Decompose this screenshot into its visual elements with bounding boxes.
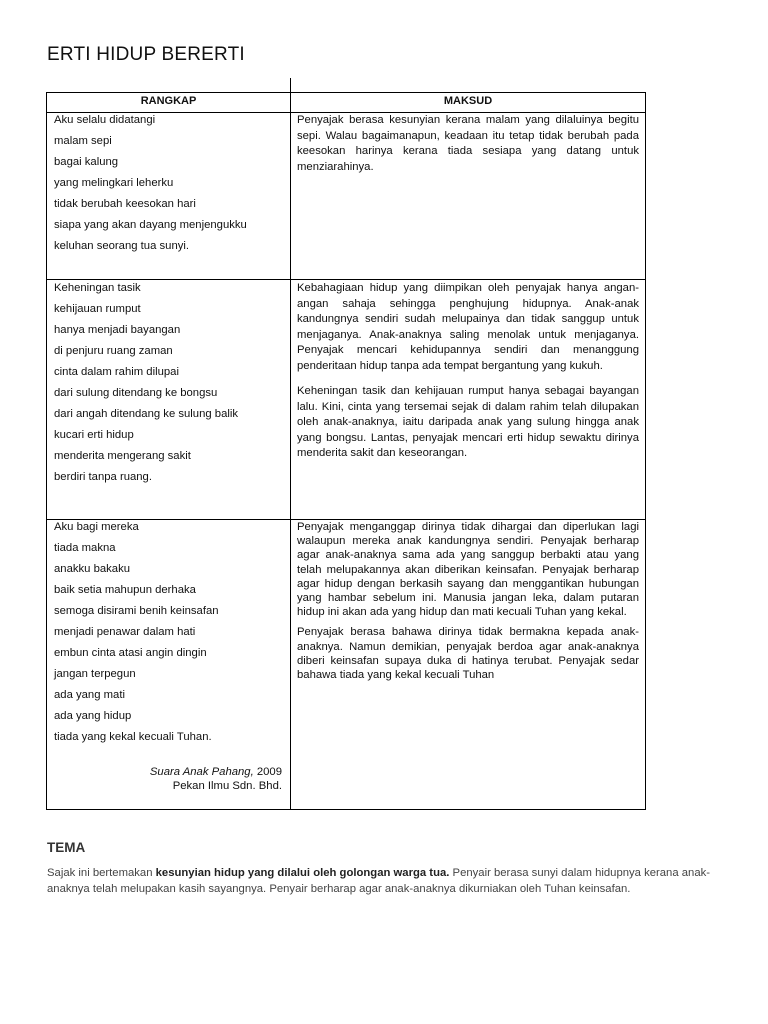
stanza-cell (47, 520, 291, 810)
source-publisher: Pekan Ilmu Sdn. Bhd. (172, 780, 282, 792)
stanza-line: menderita mengerang sakit (54, 450, 191, 462)
tema-paragraph (47, 866, 747, 897)
stanza-line: Aku selalu didatangi (54, 114, 156, 126)
stanza-line: bagai kalung (54, 156, 119, 168)
header-maksud: MAKSUD (291, 93, 646, 113)
stanza-line: Aku bagi mereka (54, 521, 139, 533)
meaning-paragraph: Penyajak berasa bahawa dirinya tidak bermakna kepada anak-anaknya. Namun demikian, penyajak berdoa agar anak-anaknya diberi keinsafan supaya duka di hatinya terubat. Penyajak sedar bahawa tiada yang kekal kecuali Tuhan (297, 626, 639, 682)
stanza-line: baik setia mahupun derhaka (54, 584, 196, 596)
meaning-paragraph: Keheningan tasik dan kehijauan rumput hanya sebagai bayangan lalu. Kini, cinta yang tersemai sejak di dalam rahim telah dilupakan oleh anak-anaknya, iaitu daripada anak yang sulung hingga anak yang bongsu. Lantas, penyajak mencari erti hidup sewaktu dirinya menderita sakit dan keseorangan. (297, 385, 639, 459)
stanza-line: hanya menjadi bayangan (54, 324, 181, 336)
tema-text-start: Sajak ini bertemakan (47, 867, 156, 879)
stanza-line: dari sulung ditendang ke bongsu (54, 387, 218, 399)
stanza-line: semoga disirami benih keinsafan (54, 605, 219, 617)
stanza-cell (47, 280, 291, 520)
tema-theme-bold: kesunyian hidup yang dilalui oleh golongan warga tua. (155, 867, 450, 879)
stanza-line: tidak berubah keesokan hari (54, 198, 196, 210)
header-rangkap: RANGKAP (47, 93, 291, 113)
stanza-line: di penjuru ruang zaman (54, 345, 173, 357)
stanza-line: berdiri tanpa ruang. (54, 471, 152, 483)
stanza-line: siapa yang akan dayang menjengukku (54, 219, 247, 231)
meaning-paragraph: Penyajak menganggap dirinya tidak dihargai dan diperlukan lagi walaupun mereka anak kandungnya sendiri. Penyajak berharap agar anak-anaknya sama ada yang sanggup berbakti atau yang telah melupakannya akan diberikan keinsafan. Penyajak berharap agar hidup dengan berkasih sayang dan menggantikan hubungan yang hambar sebelum ini. Manusia jangan leka, dalam putaran hidup ini akan ada yang hidup dan mati kecuali Tuhan yang kekal. (297, 521, 639, 619)
stanza-line: cinta dalam rahim dilupai (54, 366, 179, 378)
table-row (47, 113, 646, 280)
stanza-line: jangan terpegun (54, 668, 136, 680)
stanza-line: ada yang mati (54, 689, 125, 701)
stanza-line: malam sepi (54, 135, 112, 147)
stanza-line: anakku bakaku (54, 563, 130, 575)
stanza-cell (47, 113, 291, 280)
poem-source (54, 765, 290, 793)
tema-heading: TEMA (47, 840, 86, 855)
stanza-line: dari angah ditendang ke sulung balik (54, 408, 239, 420)
tema-text-end: Penyair berasa sunyi dalam hidupnya kerana anak-anaknya telah melupakan kasih sayangnya. Penyair berharap agar anak-anaknya dikurniakan oleh Tuhan keinsafan. (47, 867, 711, 895)
page-title: ERTI HIDUP BERERTI (47, 44, 245, 65)
stanza-line: tiada yang kekal kecuali Tuhan. (54, 731, 212, 743)
stanza-line: embun cinta atasi angin dingin (54, 647, 207, 659)
meaning-paragraph: Kebahagiaan hidup yang diimpikan oleh penyajak hanya angan-angan sahaja sehingga penghujung hidupnya. Anak-anak kandungnya sendiri sudah melupainya dan tidak sanggup untuk menjaganya. Anak-anaknya saling menolak untuk menjaganya. Penyajak mencari kehidupannya sendiri dan menanggung penderitaan hidup tanpa ada tempat bergantung yang kukuh. (297, 282, 639, 372)
stanza-line: Keheningan tasik (54, 282, 141, 294)
stanza-line: kehijauan rumput (54, 303, 141, 315)
stanza-line: keluhan seorang tua sunyi. (54, 240, 190, 252)
stanza-line: kucari erti hidup (54, 429, 134, 441)
stanza-line: tiada makna (54, 542, 116, 554)
stanza-line: menjadi penawar dalam hati (54, 626, 196, 638)
table-row (47, 520, 646, 810)
meaning-cell (291, 280, 646, 520)
source-title: Suara Anak Pahang, (149, 766, 254, 778)
header-row (47, 93, 646, 113)
meaning-cell (291, 520, 646, 810)
poem-table (46, 92, 646, 810)
column-tick-mark (290, 78, 291, 92)
table-row (47, 280, 646, 520)
stanza-line: ada yang hidup (54, 710, 132, 722)
meaning-cell (291, 113, 646, 280)
stanza-line: yang melingkari leherku (54, 177, 174, 189)
source-year: 2009 (253, 766, 282, 778)
meaning-paragraph: Penyajak berasa kesunyian kerana malam yang dilaluinya begitu sepi. Walau bagaimanapun, keadaan itu tetap tidak berubah pada keesokan harinya kerana tiada sesiapa yang datang untuk menziarahinya. (297, 114, 639, 173)
